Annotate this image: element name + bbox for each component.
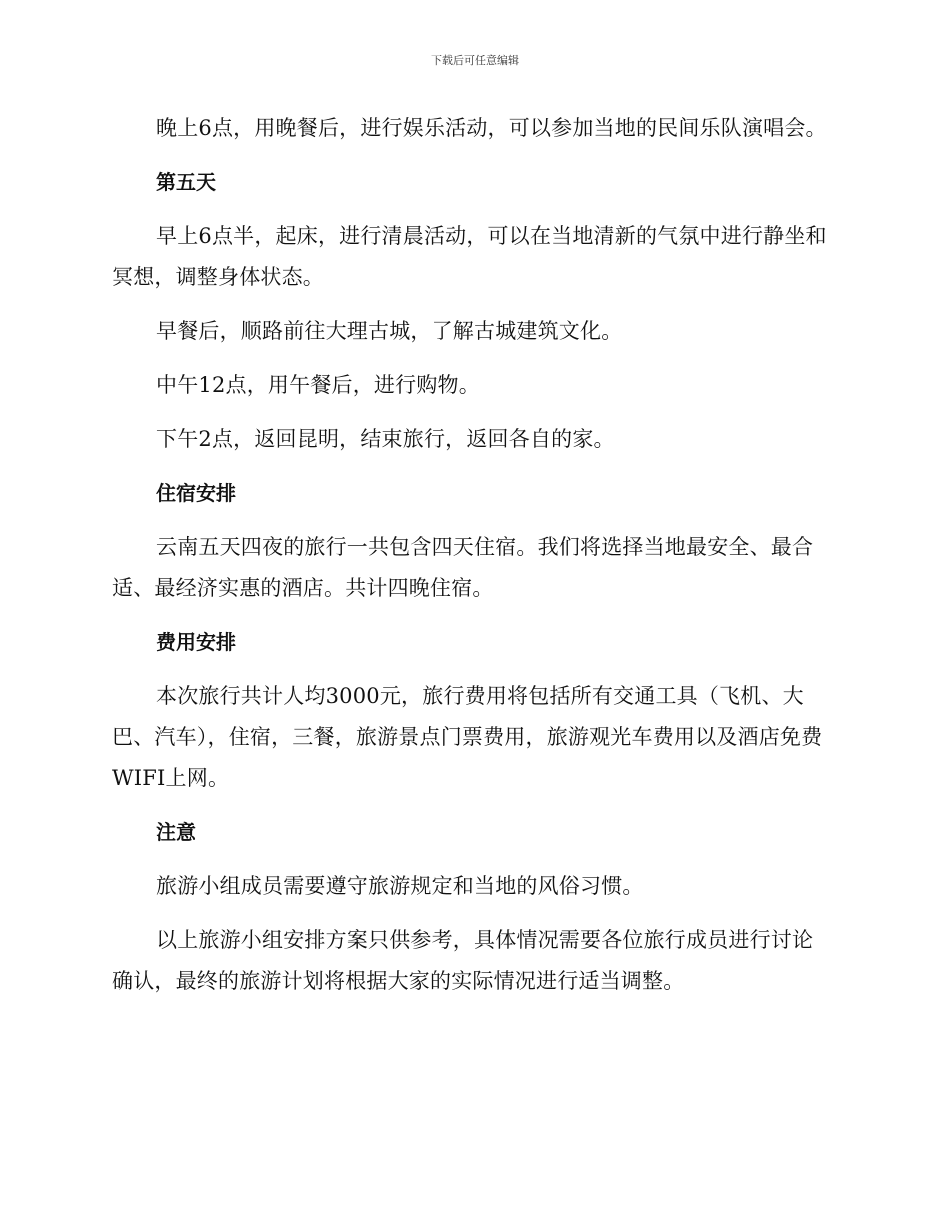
paragraph-accommodation-details: 云南五天四夜的旅行一共包含四天住宿。我们将选择当地最安全、最合适、最经济实惠的酒店。共计四晚住宿。: [112, 535, 814, 600]
paragraph-evening-entertainment: 晚上6点，用晚餐后，进行娱乐活动，可以参加当地的民间乐队演唱会。: [156, 116, 827, 140]
paragraph-notice-plan: 以上旅游小组安排方案只供参考，具体情况需要各位旅行成员进行讨论确认，最终的旅游计划将根据大家的实际情况进行适当调整。: [112, 928, 814, 993]
heading-day-five: 第五天: [156, 170, 216, 194]
heading-accommodation: 住宿安排: [156, 481, 236, 505]
heading-notice: 注意: [156, 820, 196, 844]
paragraph-notice-rules: 旅游小组成员需要遵守旅游规定和当地的风俗习惯。: [156, 874, 644, 898]
paragraph-noon-shopping: 中午12点，用午餐后，进行购物。: [156, 373, 480, 397]
heading-cost: 费用安排: [156, 630, 236, 654]
paragraph-morning-activity: 早上6点半，起床，进行清晨活动，可以在当地清新的气氛中进行静坐和冥想，调整身体状态。: [112, 224, 827, 289]
paragraph-return-kunming: 下午2点，返回昆明，结束旅行，返回各自的家。: [156, 427, 615, 451]
document-body: [112, 108, 832, 1015]
page-header: 下载后可任意编辑: [431, 54, 519, 67]
paragraph-cost-details: 本次旅行共计人均3000元，旅行费用将包括所有交通工具（飞机、大巴、汽车），住宿，三餐，旅游景点门票费用，旅游观光车费用以及酒店免费WIFI上网。: [112, 684, 823, 790]
paragraph-dali-old-town: 早餐后，顺路前往大理古城，了解古城建筑文化。: [156, 319, 623, 343]
